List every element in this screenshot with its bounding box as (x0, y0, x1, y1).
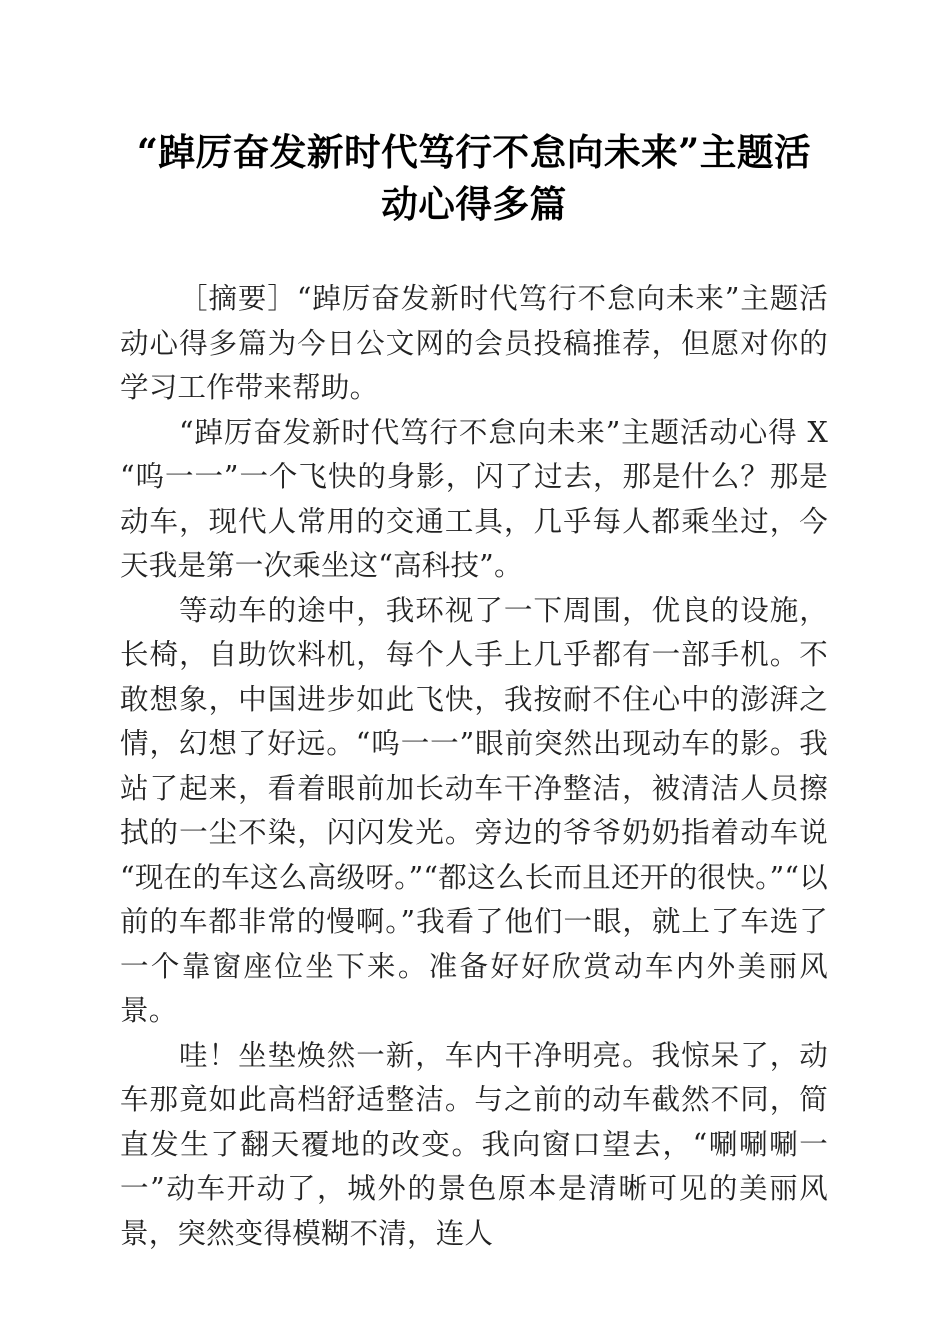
paragraph-waiting: 等动车的途中，我环视了一下周围，优良的设施，长椅，自助饮料机，每个人手上几乎都有一部手机。不敢想象，中国进步如此飞快，我按耐不住心中的澎湃之情，幻想了好远。“呜一一”眼前突然出现动车的影。我站了起来，看着眼前加长动车干净整洁，被清洁人员擦拭的一尘不染，闪闪发光。旁边的爷爷奶奶指着动车说“现在的车这么高级呀。”“都这么长而且还开的很快。”“以前的车都非常的慢啊。”我看了他们一眼，就上了车选了一个靠窗座位坐下来。准备好好欣赏动车内外美丽风景。 (120, 593, 828, 1027)
page-content (120, 0, 828, 1256)
paragraph-onboard: 哇！坐垫焕然一新，车内干净明亮。我惊呆了，动车那竟如此高档舒适整洁。与之前的动车截然不同，简直发生了翻天覆地的改变。我向窗口望去，“唰唰唰一一”动车开动了，城外的景色原本是清晰可见的美丽风景，突然变得模糊不清，连人 (120, 1038, 828, 1250)
paragraph-abstract: ［摘要］“踔厉奋发新时代笃行不怠向未来”主题活动心得多篇为今日公文网的会员投稿推荐，但愿对你的学习工作带来帮助。 (120, 282, 828, 404)
paragraph-intro: “踔厉奋发新时代笃行不怠向未来”主题活动心得 X “呜一一”一个飞快的身影，闪了过去，那是什么？那是动车，现代人常用的交通工具，几乎每人都乘坐过，今天我是第一次乘坐这“高科技”。 (120, 415, 828, 582)
page-title: “踔厉奋发新时代笃行不怠向未来”主题活动心得多篇 (136, 130, 812, 226)
document-body (120, 277, 828, 1256)
